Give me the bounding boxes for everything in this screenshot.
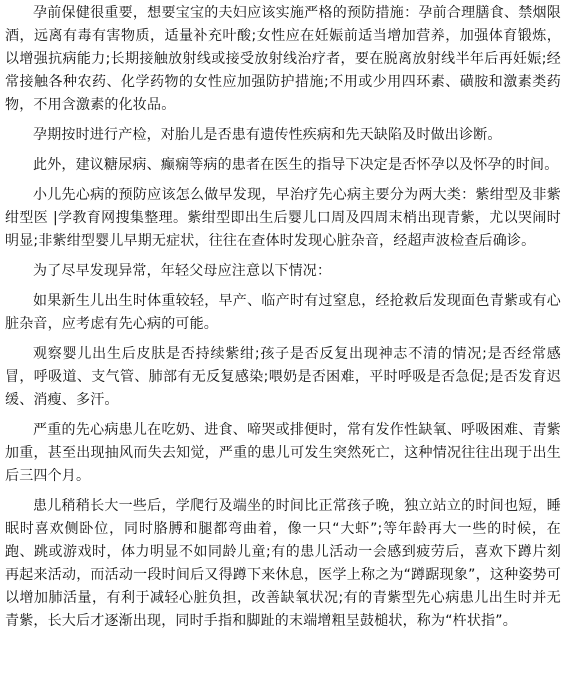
paragraph-prepregnancy-care: 孕前保健很重要，想要宝宝的夫妇应该实施严格的预防措施：孕前合理膳食、禁烟限酒，远离有毒有害物质，适量补充叶酸;女性应在妊娠前适当增加营养，加强体育锻炼，以增强抗病能力;长期接触放射线或接受放射线治疗者，要在脱离放射线半年后再妊娠;经常接触各种农药、化学药物的女性应加强防护措施;不用或少用四环素、磺胺和激素类药物，不用含激素的化妆品。 [5,5,561,113]
paragraph-early-detection-intro: 为了尽早发现异常，年轻父母应注意以下情况： [33,263,332,279]
paragraph-infant-observation: 观察婴儿出生后皮肤是否持续紫绀;孩子是否反复出现神志不清的情况;是否经常感冒，呼吸道、支气管、肺部有无反复感染;喂奶是否困难，平时呼吸是否急促;是否发育迟缓、消瘦、多汗。 [5,346,561,408]
document-body [5,2,561,640]
paragraph-newborn-signs: 如果新生儿出生时体重较轻，早产、临产时有过窒息，经抢救后发现面色青紫或有心脏杂音，应考虑有先心病的可能。 [5,293,561,332]
paragraph-older-child-signs: 患儿稍稍长大一些后，学爬行及端坐的时间比正常孩子晚，独立站立的时间也短，睡眠时喜欢侧卧位，同时胳膊和腿都弯曲着，像一只“大虾”;等年龄再大一些的时候，在跑、跳或游戏时，体力明显不如同龄儿童;有的患儿活动一会感到疲劳后，喜欢下蹲片刻再起来活动，而活动一段时间后又得蹲下来休息，医学上称之为“蹲踞现象”，这种姿势可以增加肺活量，有利于减轻心脏负担，改善缺氧状况;有的青紫型先心病患儿出生时并无青紫，长大后才逐渐出现，同时手指和脚趾的末端增粗呈鼓槌状，称为“杵状指”。 [5,498,561,629]
paragraph-prenatal-checkup: 孕期按时进行产检，对胎儿是否患有遗传性疾病和先天缺陷及时做出诊断。 [33,127,502,143]
paragraph-severe-cases: 严重的先心病患儿在吃奶、进食、啼哭或排便时，常有发作性缺氧、呼吸困难、青紫加重，甚至出现抽风而失去知觉，严重的患儿可发生突然死亡，这种情况往往出现于出生后三四个月。 [5,422,561,484]
paragraph-chd-types: 小儿先心病的预防应该怎么做早发现，早治疗先心病主要分为两大类：紫绀型及非紫绀型医 |学教育网搜集整理。紫绀型即出生后婴儿口周及四周末梢出现青紫，尤以哭闹时明显;非紫绀型婴儿早期无症状，往往在查体时发现心脏杂音，经超声波检查后确诊。 [5,187,561,249]
paragraph-chronic-disease-advice: 此外，建议糖尿病、癫痫等病的患者在医生的指导下决定是否怀孕以及怀孕的时间。 [33,157,559,173]
